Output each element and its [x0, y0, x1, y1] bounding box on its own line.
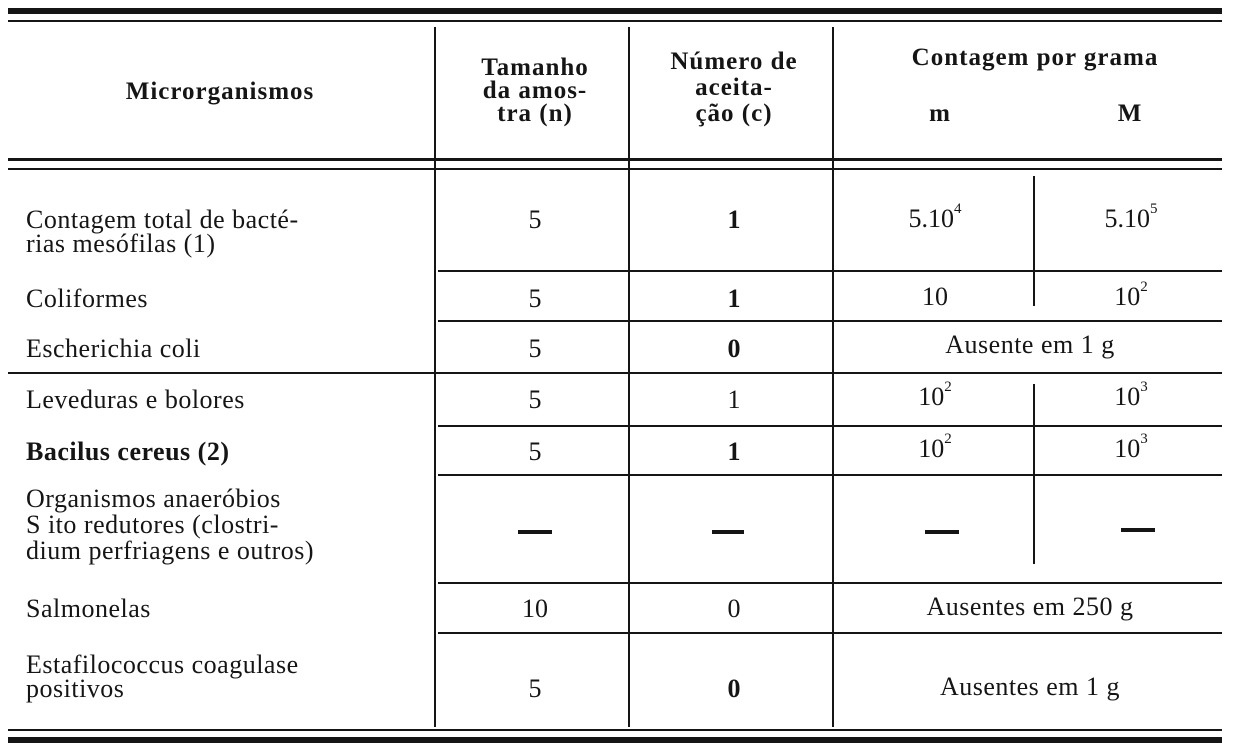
header-sample-size-3: tra (n) [497, 100, 573, 127]
col-sep-1 [434, 27, 436, 727]
row-6-name-3: dium perfriagens e outros) [26, 536, 315, 565]
row-sep-1 [438, 270, 1222, 272]
row-sep-3 [8, 372, 1222, 374]
row-sep-4 [438, 425, 1222, 427]
row-3-name: Escherichia coli [26, 334, 201, 363]
row-5-m: $10^2$ [918, 431, 952, 463]
row-1-n: 5 [528, 205, 542, 234]
header-acceptance-1: Número de [670, 48, 798, 75]
row-8-n: 5 [528, 674, 542, 703]
row-sep-7 [438, 632, 1222, 634]
row-6-c-dash [712, 530, 744, 534]
col-sep-mM-1 [1033, 176, 1035, 306]
row-8-merged: Ausentes em 1 g [939, 672, 1121, 701]
row-2-n: 5 [528, 284, 542, 313]
row-4-name: Leveduras e bolores [26, 385, 245, 414]
row-sep-5 [438, 474, 1222, 476]
row-7-merged: Ausentes em 250 g [926, 592, 1134, 621]
header-acceptance-2: aceita- [695, 74, 773, 101]
row-7-c: 0 [727, 594, 741, 623]
header-M: M [1117, 100, 1143, 127]
header-rule-thin [8, 168, 1222, 170]
row-5-n: 5 [528, 437, 542, 466]
row-4-n: 5 [528, 385, 542, 414]
row-6-name-2: S ito redutores (clostri- [26, 510, 279, 539]
row-1-name-2: rias mesófilas (1) [26, 229, 216, 258]
row-1-M: 5.10$^5$ [1104, 201, 1158, 233]
row-8-name-1: Estafilococcus coagulase [26, 650, 299, 679]
row-2-M: $10^2$ [1114, 279, 1148, 311]
header-acceptance-3: ção (c) [695, 100, 773, 127]
row-sep-6 [438, 582, 1222, 584]
row-3-c: 0 [727, 334, 741, 363]
bottom-rule-thin [8, 729, 1222, 731]
header-count-per-gram: Contagem por grama [911, 44, 1159, 71]
row-5-name: Bacilus cereus (2) [26, 437, 230, 466]
row-3-merged: Ausente em 1 g [945, 330, 1115, 359]
row-7-n: 10 [522, 594, 548, 623]
header-sample-size-1: Tamanho [481, 54, 589, 81]
row-4-c: 1 [727, 385, 741, 414]
bottom-rule [8, 737, 1222, 743]
row-2-c: 1 [727, 284, 741, 313]
row-1-name-1: Contagem total de bacté- [26, 205, 299, 234]
row-6-m-dash [925, 530, 959, 534]
row-6-M-dash [1121, 528, 1155, 532]
row-3-n: 5 [528, 334, 542, 363]
row-6-name-1: Organismos anaeróbios [26, 484, 281, 513]
row-5-M: $10^3$ [1114, 431, 1148, 463]
header-microorganisms: Microrganismos [125, 78, 315, 105]
header-m: m [929, 100, 951, 127]
row-4-M: $10^3$ [1114, 379, 1148, 411]
top-rule-thin [8, 20, 1222, 22]
row-sep-2 [438, 320, 1222, 322]
header-rule [8, 158, 1222, 161]
top-rule [8, 8, 1222, 14]
row-2-m: 10 [922, 282, 948, 311]
header-sample-size-2: da amos- [482, 77, 588, 104]
row-5-c: 1 [727, 437, 741, 466]
row-1-c: 1 [727, 205, 741, 234]
row-1-m: 5.10$^4$ [908, 201, 962, 233]
row-7-name: Salmonelas [26, 594, 151, 623]
row-2-name: Coliformes [26, 284, 148, 313]
row-8-name-2: positivos [26, 674, 125, 703]
row-4-m: $10^2$ [918, 379, 952, 411]
row-6-n-dash [518, 530, 552, 534]
row-8-c: 0 [727, 674, 741, 703]
